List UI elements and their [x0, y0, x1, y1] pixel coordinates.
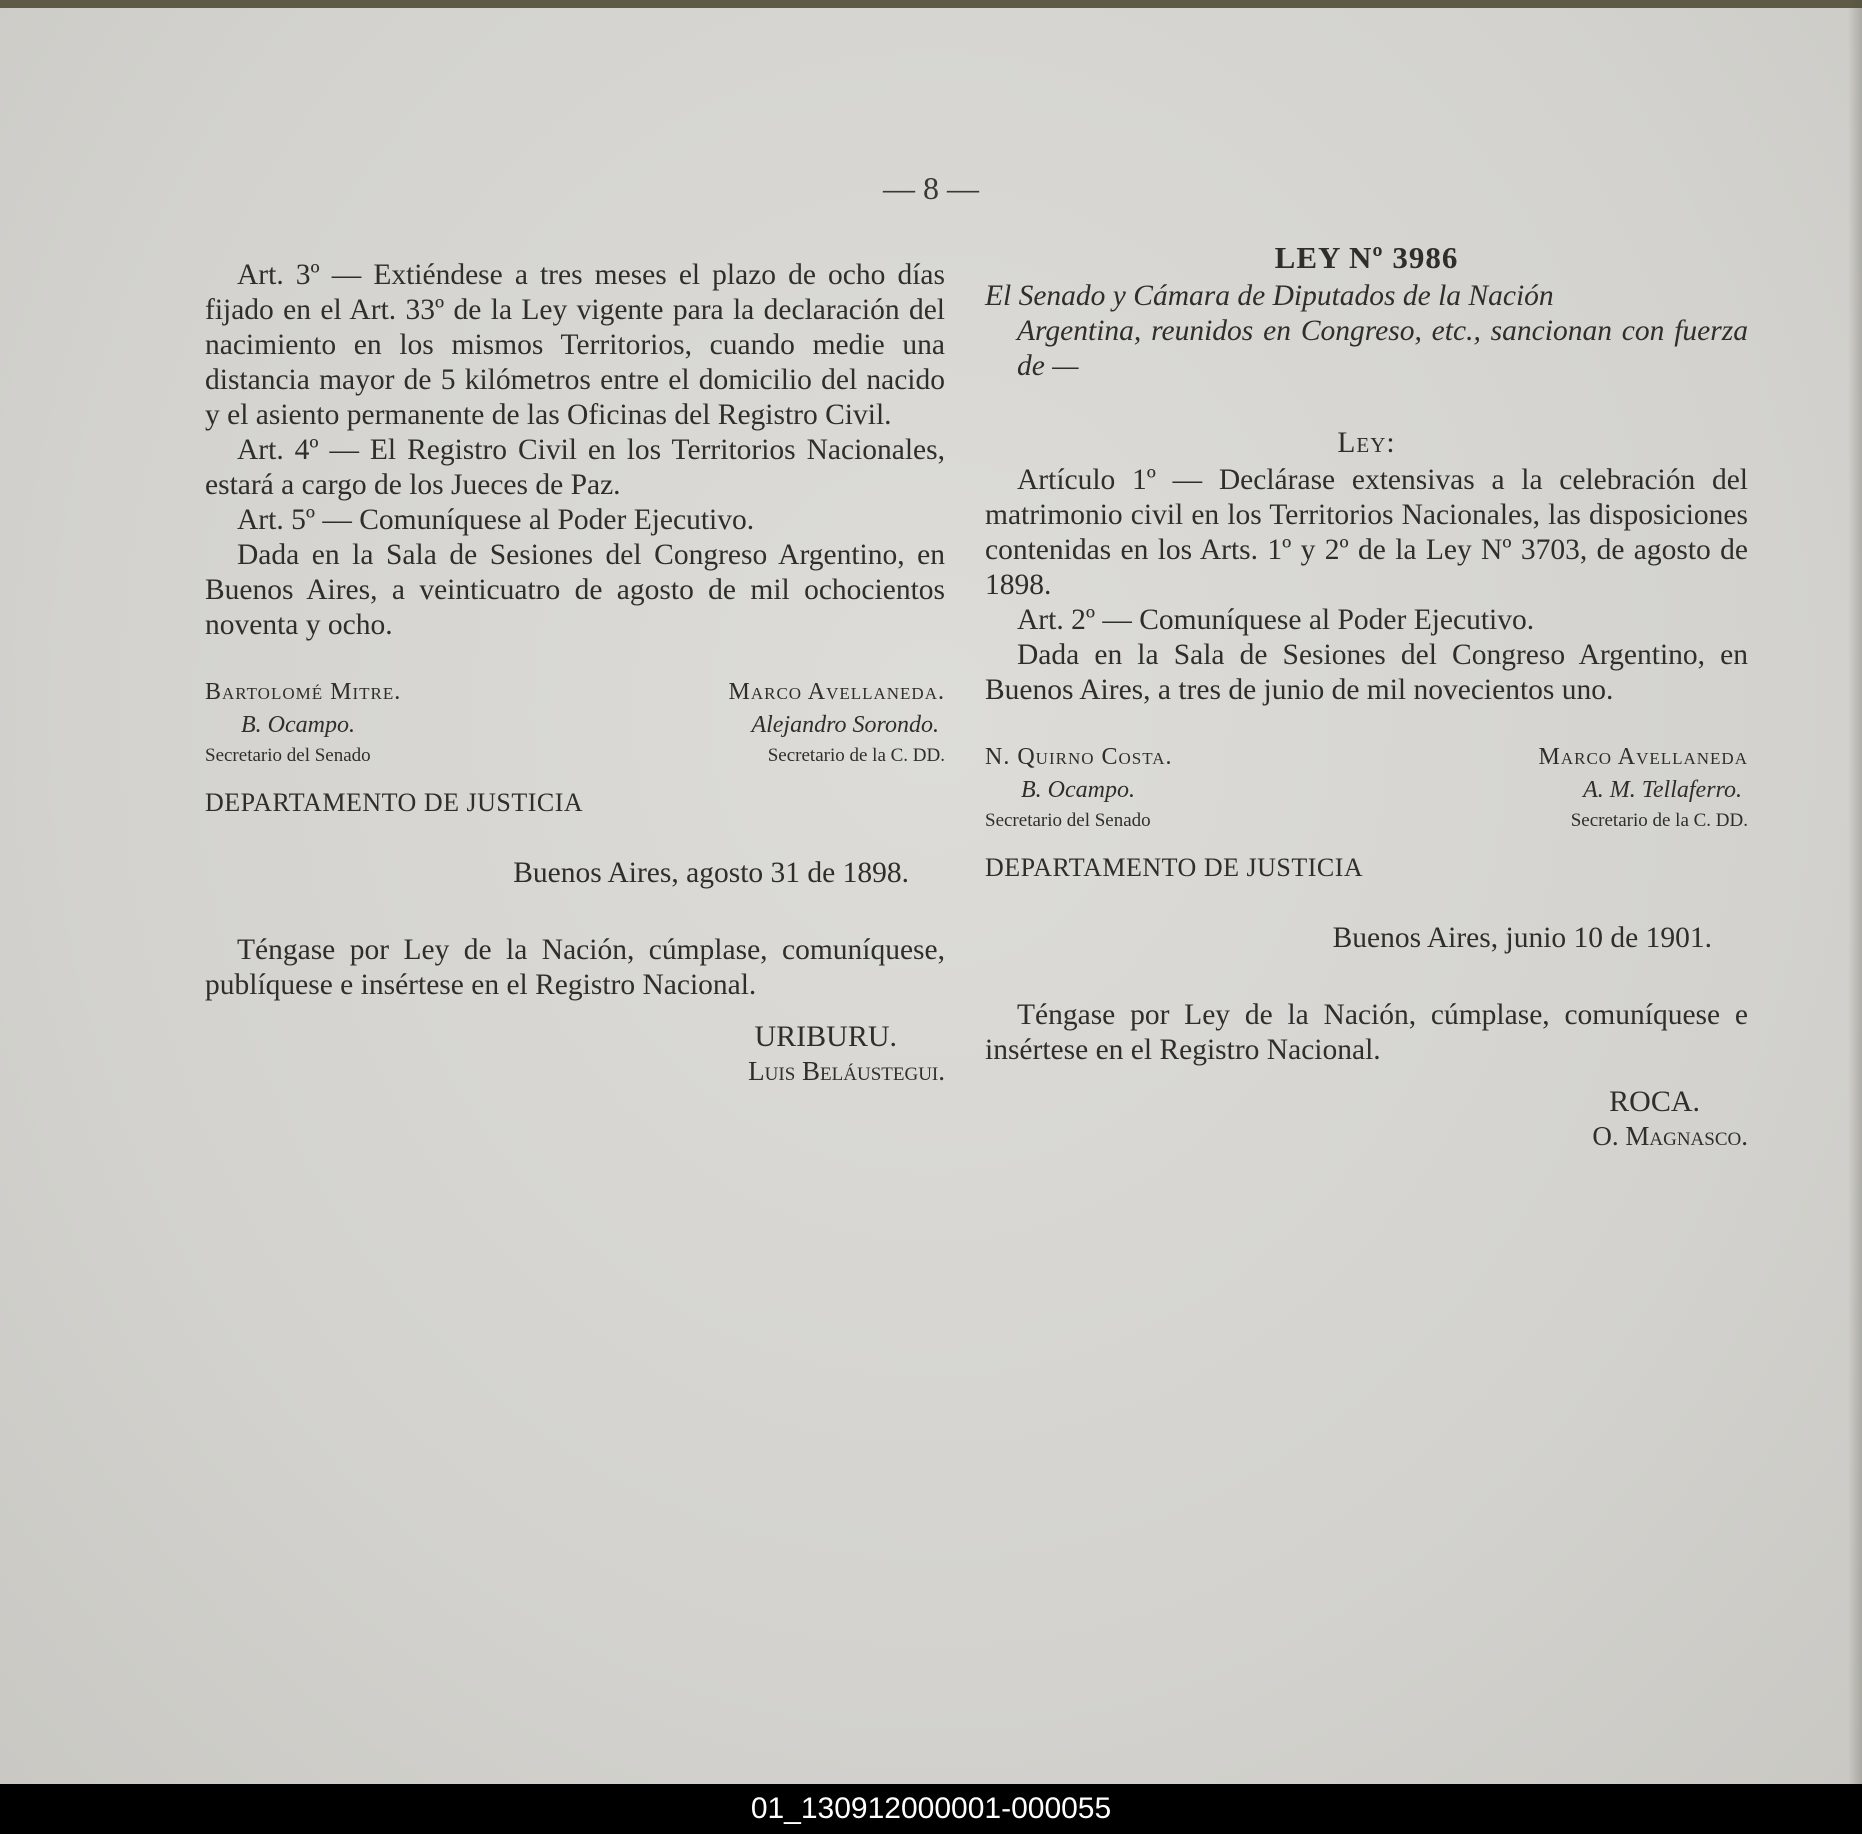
right-edge-shadow [1848, 0, 1862, 1784]
signatures [205, 675, 945, 771]
senate-president-name: Bartolomé Mitre. [205, 679, 402, 705]
article-5: Art. 5º — Comuníquese al Poder Ejecutivo. [237, 504, 755, 536]
promulgation-order: Téngase por Ley de la Nación, cúmplase, comuníquese e insértese en el Registro Nacional. [985, 999, 1748, 1066]
article-1: Artículo 1º — Declárase extensivas a la celebración del matrimonio civil en los Territorios Nacionales, las disposiciones contenidas en los Arts. 1º y 2º de la Ley Nº 3703, de agosto de 1898. [985, 464, 1748, 601]
article-3: Art. 3º — Extiéndese a tres meses el plazo de ocho días fijado en el Art. 33º de la Ley vigente para la declaración del nacimiento en los mismos Territorios, cuando medie una distancia mayor de 5 kilómetros entre el domicilio del nacido y el asiento permanente de las Oficinas del Registro Civil. [205, 259, 945, 431]
given-clause: Dada en la Sala de Sesiones del Congreso Argentino, en Buenos Aires, a veinticuatro de agosto de mil ochocientos noventa y ocho. [205, 539, 945, 641]
signatures [985, 740, 1748, 836]
senate-secretary-role: Secretario del Senado [205, 745, 371, 766]
preamble-line-1: El Senado y Cámara de Diputados de la Nación [985, 280, 1554, 312]
law-title: LEY Nº 3986 [1274, 240, 1459, 275]
article-4: Art. 4º — El Registro Civil en los Territorios Nacionales, estará a cargo de los Jueces de Paz. [205, 434, 945, 501]
left-column [205, 258, 945, 1089]
image-id-caption: 01_130912000001-000055 [0, 1784, 1862, 1834]
deputies-secretary-name: A. M. Tellaferro. [1583, 777, 1742, 803]
senate-secretary-name: B. Ocampo. [1021, 777, 1135, 803]
department-heading: DEPARTAMENTO DE JUSTICIA [985, 853, 1364, 882]
place-date: Buenos Aires, junio 10 de 1901. [1332, 922, 1712, 954]
article-2: Art. 2º — Comuníquese al Poder Ejecutivo. [1017, 604, 1535, 636]
given-clause: Dada en la Sala de Sesiones del Congreso Argentino, en Buenos Aires, a tres de junio de mil novecientos uno. [985, 639, 1748, 706]
minister-signature: Luis Beláustegui. [748, 1056, 945, 1086]
page-number: — 8 — [883, 170, 979, 206]
executive-signatures [985, 1084, 1748, 1154]
deputies-secretary-name: Alejandro Sorondo. [751, 712, 939, 738]
place-date: Buenos Aires, agosto 31 de 1898. [513, 857, 909, 889]
senate-signature [205, 675, 401, 771]
promulgation-order: Téngase por Ley de la Nación, cúmplase, comuníquese, publíquese e insértese en el Registro Nacional. [205, 934, 945, 1001]
senate-secretary-name: B. Ocampo. [241, 712, 355, 738]
senate-secretary-role: Secretario del Senado [985, 810, 1151, 831]
right-column [985, 240, 1748, 1154]
top-edge [0, 0, 1862, 8]
deputies-president-name: Marco Avellaneda [1538, 744, 1748, 770]
senate-signature [985, 740, 1173, 836]
senate-president-name: N. Quirno Costa. [985, 744, 1173, 770]
executive-signatures [205, 1019, 945, 1089]
preamble-line-2: Argentina, reunidos en Congreso, etc., sancionan con fuerza de — [1017, 315, 1748, 382]
deputies-secretary-role: Secretario de la C. DD. [767, 745, 945, 766]
department-heading: DEPARTAMENTO DE JUSTICIA [205, 788, 584, 817]
deputies-secretary-role: Secretario de la C. DD. [1570, 810, 1748, 831]
law-heading: Ley: [1337, 427, 1396, 459]
deputies-signature [1538, 740, 1748, 836]
president-signature: ROCA. [1609, 1085, 1700, 1118]
deputies-president-name: Marco Avellaneda. [728, 679, 945, 705]
president-signature: URIBURU. [754, 1020, 897, 1053]
preamble [985, 279, 1748, 384]
minister-signature: O. Magnasco. [1592, 1121, 1748, 1151]
deputies-signature [728, 675, 945, 771]
